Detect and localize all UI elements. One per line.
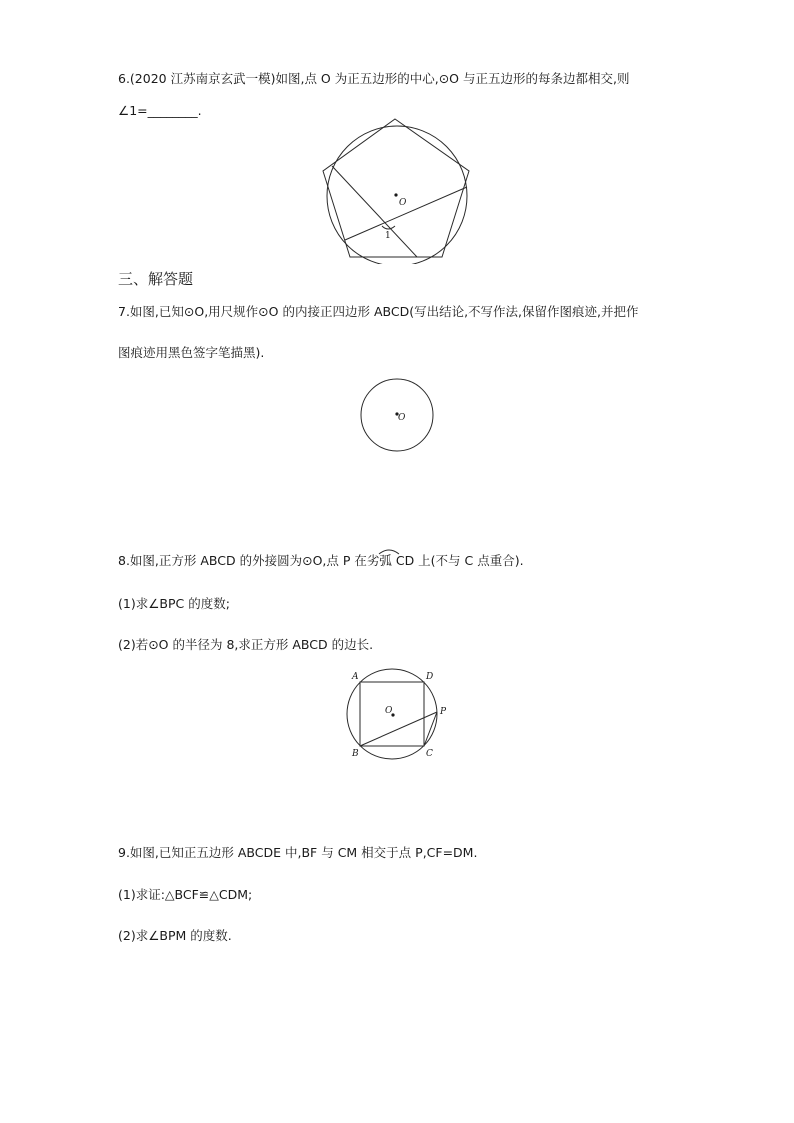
q6-text-line-1: 6.(2020 江苏南京玄武一模)如图,点 O 为正五边形的中心,⊙O 与正五边形的每条边都相交,则 bbox=[118, 71, 630, 86]
q8-text-line-1: 8.如图,正方形 ABCD 的外接圆为⊙O,点 P 在劣弧 CD 上(不与 C 点重合). bbox=[118, 553, 524, 568]
label-o: O bbox=[398, 413, 406, 423]
center-point-o bbox=[394, 193, 397, 196]
q7-text-line-2: 图痕迹用黑色签字笔描黑). bbox=[118, 345, 265, 360]
label-d: D bbox=[426, 672, 434, 682]
label-o: O bbox=[399, 198, 407, 208]
arc-cd-overmark bbox=[377, 547, 401, 555]
q8-part-2: (2)若⊙O 的半径为 8,求正方形 ABCD 的边长. bbox=[118, 637, 374, 652]
q6-text-line-2: ∠1=________. bbox=[118, 103, 202, 118]
chord-line-2 bbox=[345, 187, 467, 240]
q6-pentagon-circle-figure bbox=[318, 114, 474, 264]
section-heading: 三、解答题 bbox=[118, 270, 194, 288]
q9-text-line-1: 9.如图,已知正五边形 ABCDE 中,BF 与 CM 相交于点 P,CF=DM. bbox=[118, 845, 478, 860]
chord-line-1 bbox=[332, 166, 417, 257]
label-p: P bbox=[440, 707, 447, 717]
q7-circle-figure bbox=[359, 377, 435, 453]
q8-square-circle-figure bbox=[342, 666, 454, 764]
q7-text-line-1: 7.如图,已知⊙O,用尺规作⊙O 的内接正四边形 ABCD(写出结论,不写作法,保留作图痕迹,并把作 bbox=[118, 304, 639, 319]
label-b: B bbox=[352, 749, 359, 759]
label-c: C bbox=[426, 749, 433, 759]
q9-part-1: (1)求证:△BCF≌△CDM; bbox=[118, 887, 253, 902]
label-angle-1: 1 bbox=[385, 231, 391, 241]
label-a: A bbox=[352, 672, 359, 682]
q8-part-1: (1)求∠BPC 的度数; bbox=[118, 596, 230, 611]
label-o: O bbox=[385, 706, 393, 716]
regular-pentagon bbox=[323, 119, 469, 257]
q9-part-2: (2)求∠BPM 的度数. bbox=[118, 928, 232, 943]
